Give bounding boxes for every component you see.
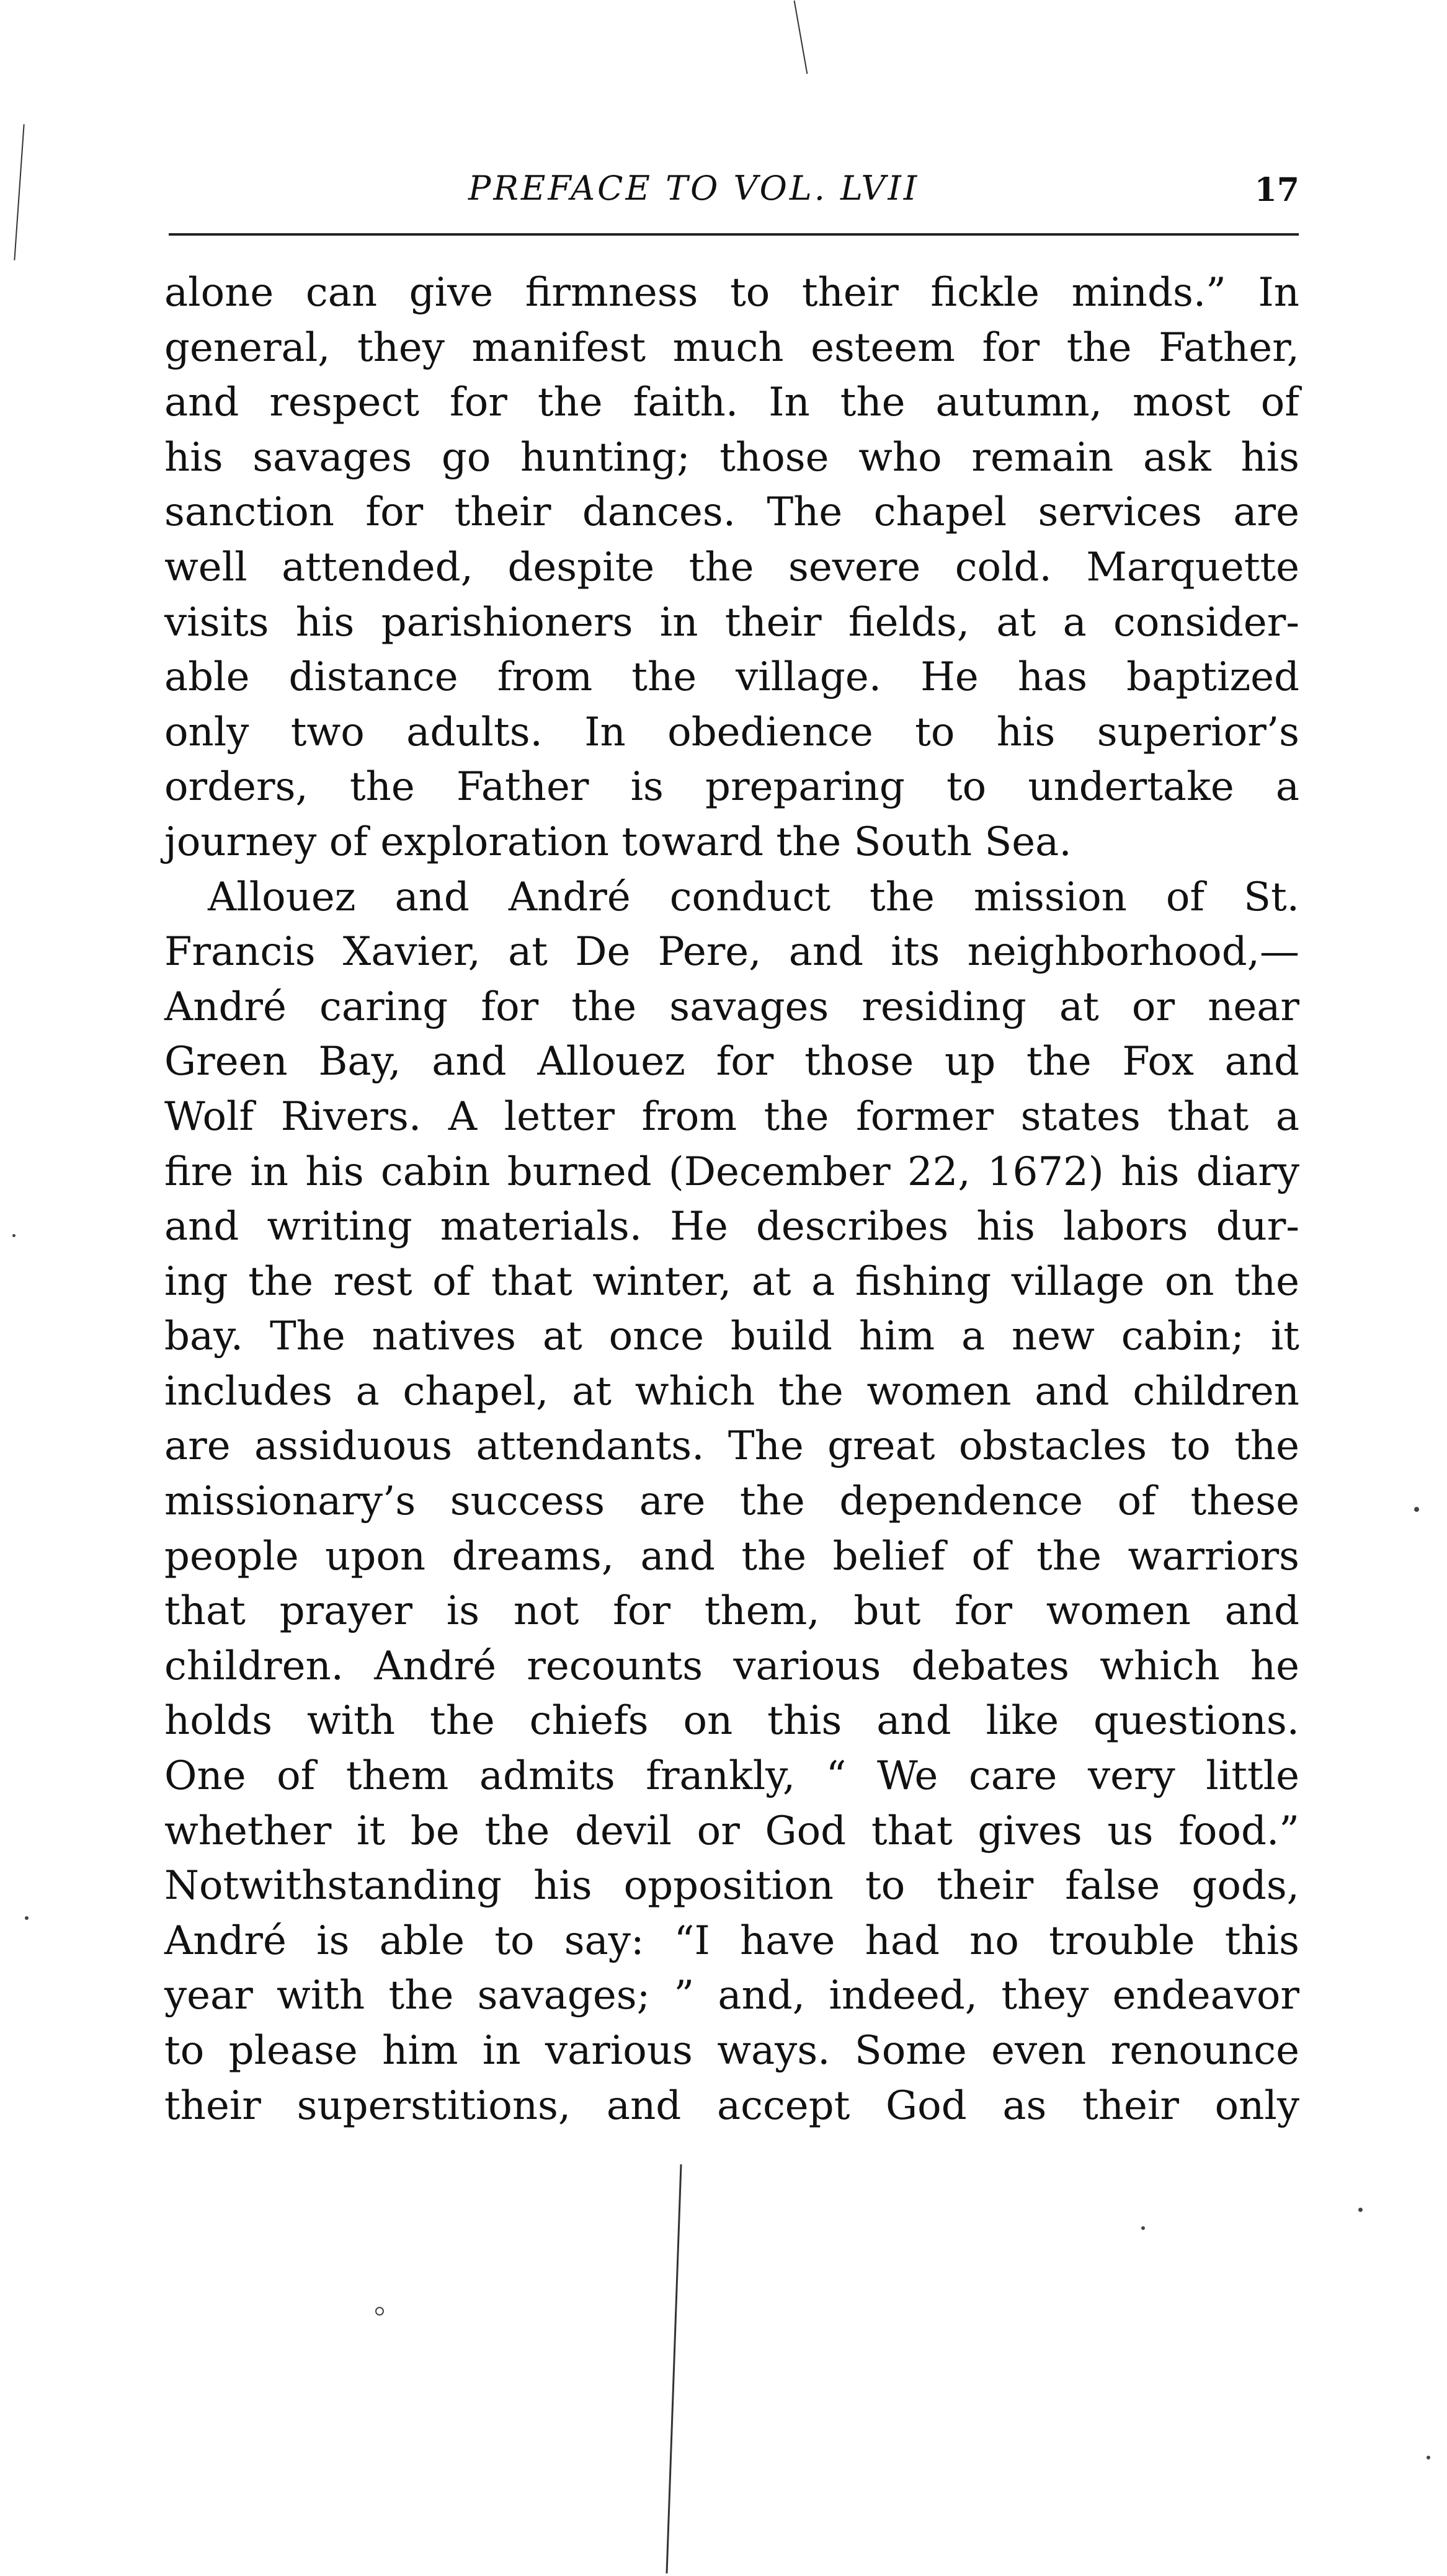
text-line: year with the savages; ” and, indeed, they endeavor (164, 1973, 1299, 2019)
text-line: people upon dreams, and the belief of the warriors (164, 1533, 1299, 1579)
text-line: visits his parishioners in their fields, at a consider- (164, 599, 1299, 646)
scan-speck (25, 1916, 29, 1920)
text-line: to please him in various ways. Some even renounce (164, 2028, 1299, 2074)
text-line: Francis Xavier, at De Pere, and its neighborhood,— (164, 929, 1299, 975)
scan-speck (1141, 2226, 1145, 2230)
text-line: André is able to say: “I have had no trouble this (164, 1917, 1299, 1964)
text-line: orders, the Father is preparing to undertake a (164, 764, 1299, 811)
scan-speck (12, 1234, 16, 1237)
text-line: his savages go hunting; those who remain ask his (164, 434, 1299, 481)
text-line: whether it be the devil or God that gives us food.” (164, 1808, 1299, 1854)
paragraph-1 (164, 265, 1299, 870)
text-line: One of them admits frankly, “ We care very little (164, 1753, 1299, 1800)
text-line: fire in his cabin burned (December 22, 1672) his diary (164, 1148, 1299, 1195)
page-number: 17 (1254, 171, 1299, 209)
paragraph-2 (164, 870, 1299, 2134)
text-line: and respect for the faith. In the autumn, most of (164, 380, 1299, 426)
header-rule (169, 233, 1299, 236)
text-line: Allouez and André conduct the mission of St. (208, 874, 1299, 920)
text-line: sanction for their dances. The chapel services are (164, 489, 1299, 536)
text-line: Green Bay, and Allouez for those up the Fox and (164, 1039, 1299, 1085)
text-line: children. André recounts various debates which he (164, 1643, 1299, 1689)
text-line: their superstitions, and accept God as their only (164, 2082, 1299, 2129)
text-line: only two adults. In obedience to his superior’s (164, 709, 1299, 755)
text-line: journey of exploration toward the South Sea. (164, 819, 1072, 865)
text-line: missionary’s success are the dependence of these (164, 1478, 1299, 1525)
text-line: includes a chapel, at which the women and children (164, 1368, 1299, 1415)
running-head (171, 162, 1299, 212)
text-line: general, they manifest much esteem for the Father, (164, 324, 1299, 371)
scan-speck (1427, 2456, 1430, 2459)
scan-scratch (14, 124, 24, 260)
scan-scratch (794, 1, 808, 74)
running-title: PREFACE TO VOL. LVII (468, 169, 920, 208)
text-line: are assiduous attendants. The great obstacles to the (164, 1423, 1299, 1470)
text-line: that prayer is not for them, but for women and (164, 1588, 1299, 1635)
scan-speck (375, 2307, 384, 2316)
scan-scratch (666, 2164, 682, 2574)
text-line: and writing materials. He describes his labors dur- (164, 1204, 1299, 1250)
text-line: holds with the chiefs on this and like questions. (164, 1698, 1299, 1744)
text-line: able distance from the village. He has baptized (164, 654, 1299, 701)
scan-speck (1358, 2208, 1363, 2212)
text-line: well attended, despite the severe cold. Marquette (164, 544, 1299, 590)
scan-speck (1414, 1507, 1419, 1512)
text-line: alone can give firmness to their fickle minds.” In (164, 270, 1299, 316)
text-line: bay. The natives at once build him a new cabin; it (164, 1313, 1299, 1360)
text-line: ing the rest of that winter, at a fishing village on the (164, 1258, 1299, 1305)
text-line: André caring for the savages residing at or near (164, 984, 1299, 1030)
body-text (164, 265, 1299, 2133)
text-line: Wolf Rivers. A letter from the former states that a (164, 1093, 1299, 1140)
text-line: Notwithstanding his opposition to their false gods, (164, 1863, 1299, 1909)
